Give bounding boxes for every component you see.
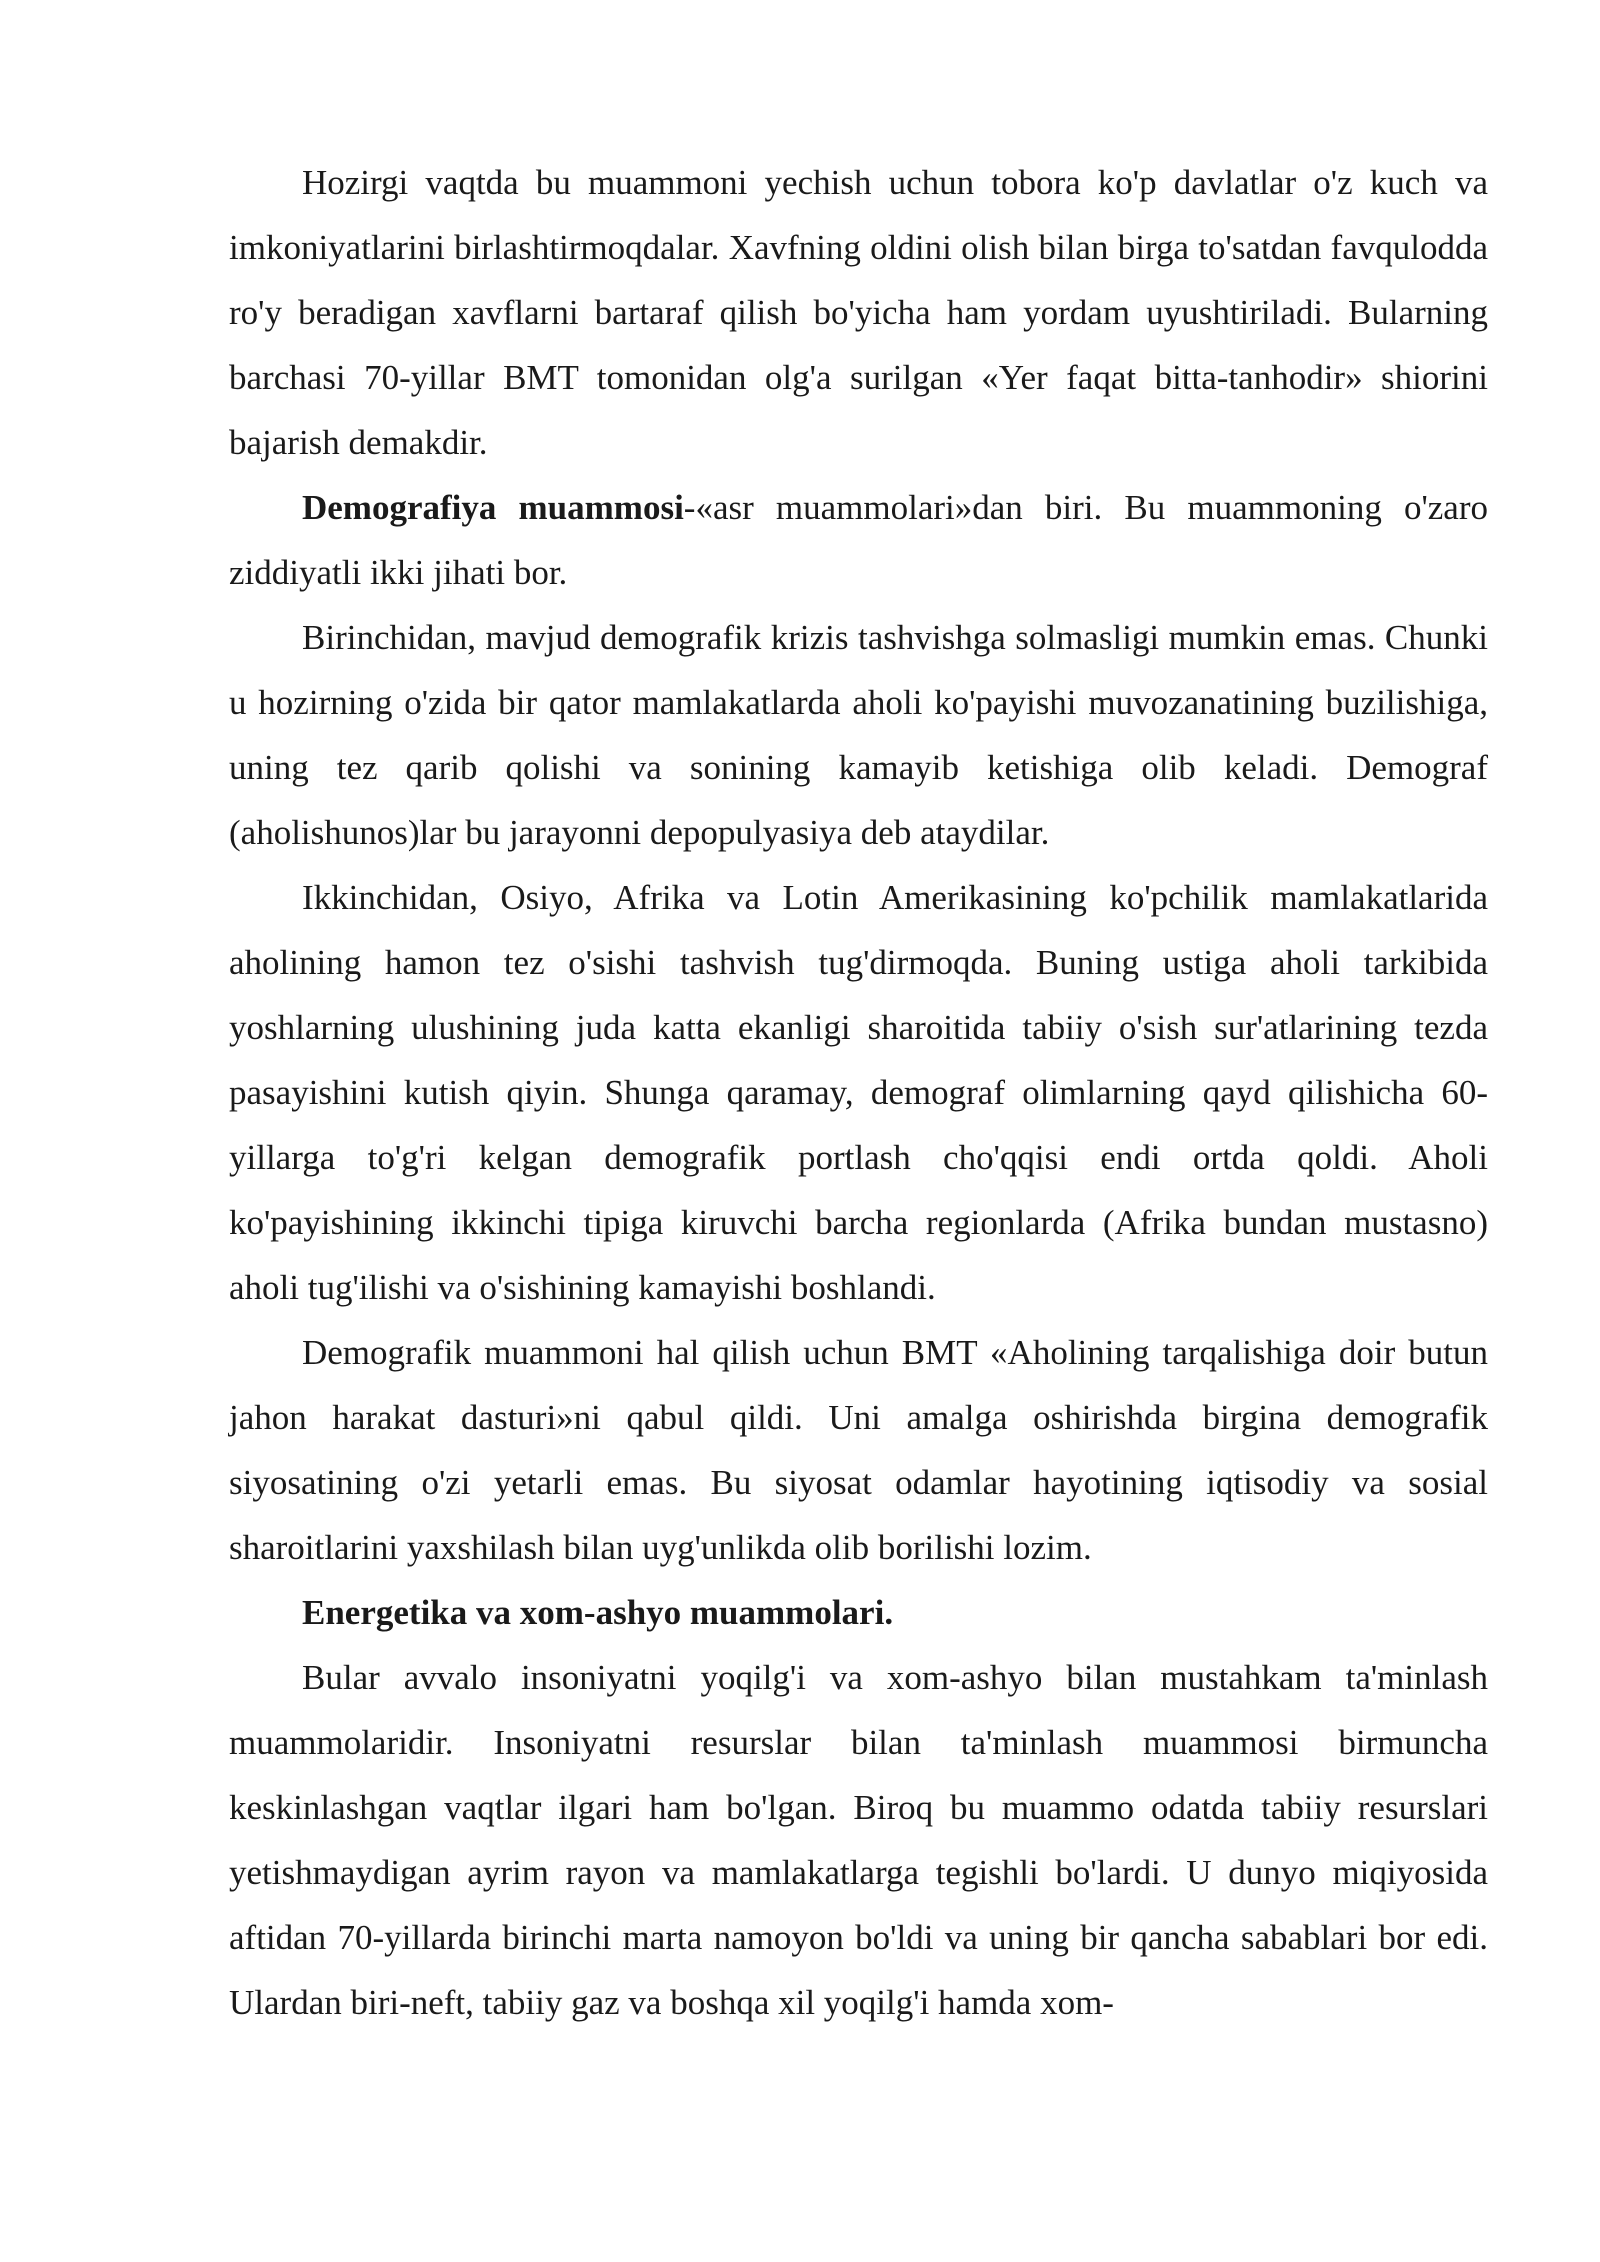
heading-energetika: Energetika va xom-ashyo muammolari. xyxy=(302,1593,894,1632)
document-page xyxy=(229,150,1488,2035)
paragraph-3-text: Birinchidan, mavjud demografik krizis tashvishga solmasligi mumkin emas. Chunki u hozirning o'zida bir qator mamlakatlarda aholi ko'payishi muvozanatining buzilishiga, uning tez qarib qolishi va sonining kamayib ketishiga olib keladi. Demograf (aholishunos)lar bu jarayonni depopulyasiya deb ataydilar. xyxy=(229,618,1488,852)
paragraph-1-text: Hozirgi vaqtda bu muammoni yechish uchun tobora ko'p davlatlar o'z kuch va imkoniyatlarini birlashtirmoqdalar. Xavfning oldini olish bilan birga to'satdan favqulodda ro'y beradigan xavflarni bartaraf qilish bo'yicha ham yordam uyushtiriladi. Bularning barchasi 70-yillar BMT tomonidan olg'a surilgan «Yer faqat bitta-tanhodir» shiorini bajarish demakdir. xyxy=(229,163,1488,462)
paragraph-7 xyxy=(229,1645,1488,2035)
paragraph-6 xyxy=(229,1580,1488,1645)
paragraph-3 xyxy=(229,605,1488,865)
paragraph-2-text: -«asr muammolari»dan biri. Bu muammoning o'zaro ziddiyatli ikki jihati bor. xyxy=(229,488,1488,592)
paragraph-4-text: Ikkinchidan, Osiyo, Afrika va Lotin Amerikasining ko'pchilik mamlakatlarida aholining hamon tez o'sishi tashvish tug'dirmoqda. Buning ustiga aholi tarkibida yoshlarning ulushining juda katta ekanligi sharoitida tabiiy o'sish sur'atlarining tezda pasayishini kutish qiyin. Shunga qaramay, demograf olimlarning qayd qilishicha 60-yillarga to'g'ri kelgan demografik portlash cho'qqisi endi ortda qoldi. Aholi ko'payishining ikkinchi tipiga kiruvchi barcha regionlarda (Afrika bundan mustasno) aholi tug'ilishi va o'sishining kamayishi boshlandi. xyxy=(229,878,1488,1307)
paragraph-2 xyxy=(229,475,1488,605)
paragraph-1 xyxy=(229,150,1488,475)
paragraph-4 xyxy=(229,865,1488,1320)
paragraph-5 xyxy=(229,1320,1488,1580)
heading-demografiya: Demografiya muammosi xyxy=(302,488,684,527)
paragraph-5-text: Demografik muammoni hal qilish uchun BMT «Aholining tarqalishiga doir butun jahon harakat dasturi»ni qabul qildi. Uni amalga oshirishda birgina demografik siyosatining o'zi yetarli emas. Bu siyosat odamlar hayotining iqtisodiy va sosial sharoitlarini yaxshilash bilan uyg'unlikda olib borilishi lozim. xyxy=(229,1333,1488,1567)
paragraph-7-text: Bular avvalo insoniyatni yoqilg'i va xom-ashyo bilan mustahkam ta'minlash muammolaridir. Insoniyatni resurslar bilan ta'minlash muammosi birmuncha keskinlashgan vaqtlar ilgari ham bo'lgan. Biroq bu muammo odatda tabiiy resurslari yetishmaydigan ayrim rayon va mamlakatlarga tegishli bo'lardi. U dunyo miqiyosida aftidan 70-yillarda birinchi marta namoyon bo'ldi va uning bir qancha sabablari bor edi. Ulardan biri-neft, tabiiy gaz va boshqa xil yoqilg'i hamda xom- xyxy=(229,1658,1488,2022)
